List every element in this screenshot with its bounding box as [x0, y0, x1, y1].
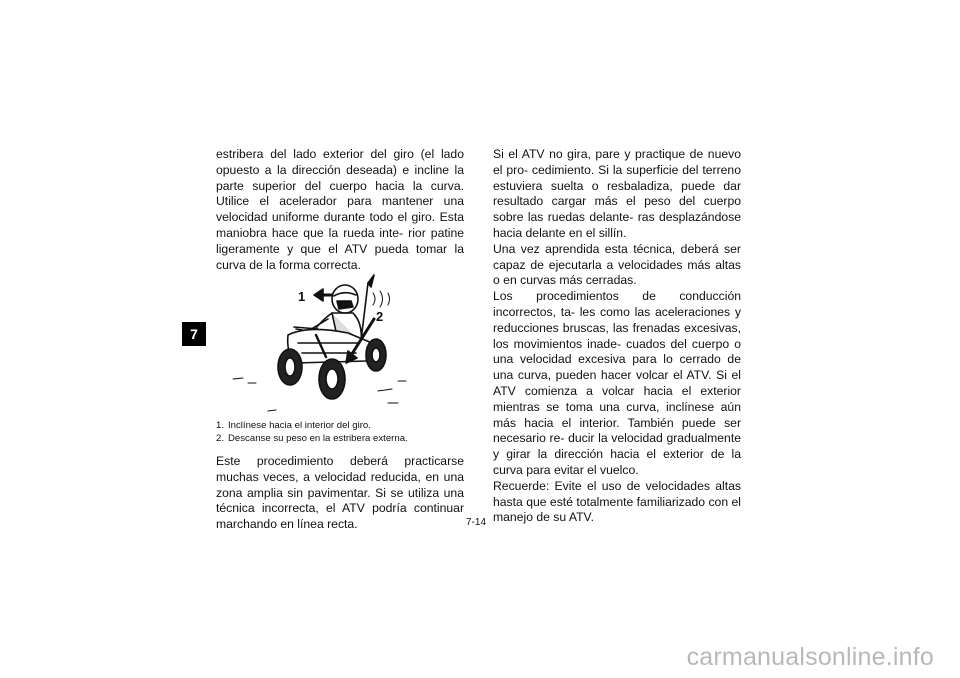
caption-text: Inclínese hacia el interior del giro. — [228, 420, 371, 431]
paragraph: Este procedimiento deberá practicarse muchas veces, a velocidad reducida, en una zona amplia sin pavimentar. Si se utiliza una técnica incorrecta, el ATV podría continuar marchando en línea recta. — [216, 454, 464, 532]
caption-item — [216, 432, 466, 445]
paragraph: Recuerde: Evite el uso de velocidades altas hasta que esté totalmente familiarizado con el manejo de su ATV. — [493, 478, 741, 525]
paragraph: Si el ATV no gira, pare y practique de nuevo el pro- cedimiento. Si la superficie del terreno estuviera suelta o resbaladiza, puede dar resultado cargar más el peso del cuerpo sobre las ruedas delante- ras desplazándose hacia delante en el sillín. — [493, 147, 741, 240]
paragraph: estribera del lado exterior del giro (el lado opuesto a la dirección deseada) e incline la parte superior del cuerpo hacia la curva. Utilice el acelerador para mantener una velocidad uniforme durante todo el giro. Esta maniobra hace que la rueda inte- rior patine ligeramente y que el ATV pueda tomar la curva de la forma correcta. — [216, 147, 464, 272]
caption-text: Descanse su peso en la estribera externa. — [228, 433, 408, 444]
callout-1: 1 — [298, 289, 306, 304]
callout-2: 2 — [376, 309, 384, 324]
left-column — [216, 147, 464, 273]
caption-number: 1. — [216, 420, 225, 431]
paragraph: Una vez aprendida esta técnica, deberá ser capaz de ejecutarla a velocidades más altas o en curvas más cerradas. — [493, 241, 741, 288]
right-column — [493, 147, 741, 526]
left-column-lower — [216, 454, 464, 533]
caption-item — [216, 419, 466, 432]
watermark: carmanualsonline.info — [686, 643, 934, 671]
page-number: 7-14 — [466, 517, 487, 528]
paragraph: Los procedimientos de conducción incorrectos, ta- les como las aceleraciones y reducciones bruscas, las frenadas excesivas, los movimientos inade- cuados del cuerpo o una velocidad excesiva para lo cerrado de una curva, pueden hacer volcar el ATV. Si el ATV comienza a volcar hacia el exterior mientras se toma una curva, inclínese aún más hacia el interior. También puede ser necesario re- ducir la velocidad gradualmente y girar la dirección hacia el exterior de la curva para evitar el vuelco. — [493, 289, 741, 477]
figure-captions — [216, 419, 466, 445]
chapter-tab: 7 — [182, 322, 206, 346]
caption-number: 2. — [216, 433, 225, 444]
atv-turn-illustration — [228, 263, 418, 415]
